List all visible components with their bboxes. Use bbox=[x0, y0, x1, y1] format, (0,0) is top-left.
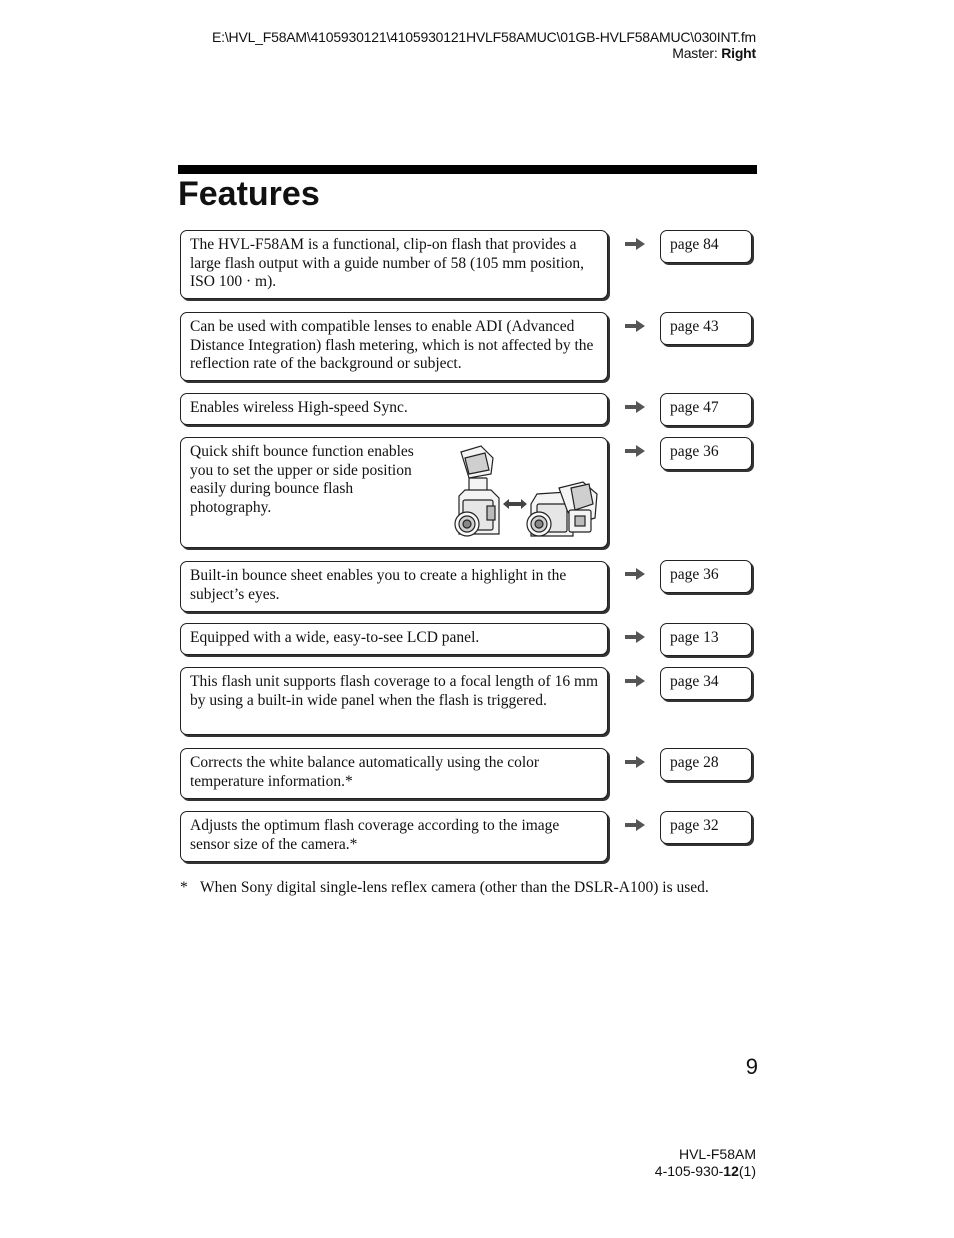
feature-text: This flash unit supports flash coverage to a focal length of 16 mm by using a built-in wide panel when the flash is triggered. bbox=[190, 673, 599, 709]
arrow-right-icon bbox=[624, 674, 646, 688]
model-name: HVL-F58AM bbox=[678, 1146, 756, 1162]
page-ref-label: page 36 bbox=[670, 566, 719, 583]
feature-text: Enables wireless High-speed Sync. bbox=[190, 399, 408, 416]
part-number-bold: 12 bbox=[723, 1163, 739, 1179]
part-number-suffix: (1) bbox=[738, 1163, 756, 1179]
feature-text: Equipped with a wide, easy-to-see LCD panel. bbox=[190, 629, 480, 646]
feature-box-quick-shift-bounce bbox=[180, 437, 608, 548]
footnote bbox=[180, 879, 709, 897]
arrow-right-icon bbox=[624, 400, 646, 414]
page-ref-13 bbox=[660, 623, 752, 656]
arrow-right-icon bbox=[624, 319, 646, 333]
title-rule bbox=[178, 165, 757, 174]
feature-text: Corrects the white balance automatically using the color temperature information.* bbox=[190, 754, 540, 790]
feature-box-white-balance bbox=[180, 748, 608, 799]
feature-box-wireless-hss bbox=[180, 393, 608, 425]
feature-box-wide-panel bbox=[180, 667, 608, 735]
part-number bbox=[655, 1163, 756, 1180]
page-ref-28 bbox=[660, 748, 752, 781]
page-ref-label: page 47 bbox=[670, 399, 719, 416]
feature-text: Adjusts the optimum flash coverage according to the image sensor size of the camera.* bbox=[190, 817, 560, 853]
arrow-right-icon bbox=[624, 755, 646, 769]
page-ref-36-sheet bbox=[660, 560, 752, 593]
page-ref-32 bbox=[660, 811, 752, 844]
page-ref-label: page 32 bbox=[670, 817, 719, 834]
footnote-text: When Sony digital single-lens reflex camera (other than the DSLR-A100) is used. bbox=[200, 879, 709, 896]
page-ref-label: page 34 bbox=[670, 673, 719, 690]
page-title: Features bbox=[178, 175, 320, 213]
feature-box-lcd-panel bbox=[180, 623, 608, 655]
master-value: Right bbox=[721, 45, 756, 61]
page-ref-47 bbox=[660, 393, 752, 426]
footer-model-info bbox=[655, 1146, 756, 1180]
page-ref-label: page 36 bbox=[670, 443, 719, 460]
footnote-mark: * bbox=[180, 879, 188, 896]
file-path-header bbox=[212, 29, 756, 61]
arrow-right-icon bbox=[624, 630, 646, 644]
feature-text: Can be used with compatible lenses to enable ADI (Advanced Distance Integration) flash metering, which is not affected by the reflection rate of the background or subject. bbox=[190, 318, 594, 372]
feature-text: Quick shift bounce function enables you to set the upper or side position easily during bounce flash photography. bbox=[190, 443, 414, 516]
file-path: E:\HVL_F58AM\4105930121\4105930121HVLF58AMUC\01GB-HVLF58AMUC\030INT.fm bbox=[212, 29, 756, 45]
page-ref-36-bounce bbox=[660, 437, 752, 470]
feature-box-bounce-sheet bbox=[180, 561, 608, 612]
camera-flash-bounce-illustration bbox=[451, 444, 601, 544]
feature-text: The HVL-F58AM is a functional, clip-on flash that provides a large flash output with a guide number of 58 (105 mm position, ISO 100 · m). bbox=[190, 236, 585, 290]
feature-box-flash-coverage bbox=[180, 811, 608, 862]
page-ref-84 bbox=[660, 230, 752, 263]
arrow-right-icon bbox=[624, 444, 646, 458]
page-number: 9 bbox=[745, 1054, 758, 1079]
page-ref-label: page 28 bbox=[670, 754, 719, 771]
page-ref-43 bbox=[660, 312, 752, 345]
master-line bbox=[212, 45, 756, 61]
feature-text: Built-in bounce sheet enables you to create a highlight in the subject’s eyes. bbox=[190, 567, 567, 603]
arrow-right-icon bbox=[624, 818, 646, 832]
feature-box-flash-output bbox=[180, 230, 608, 299]
part-number-prefix: 4-105-930- bbox=[654, 1163, 724, 1179]
arrow-right-icon bbox=[624, 237, 646, 251]
page-ref-label: page 84 bbox=[670, 236, 719, 253]
master-label: Master: bbox=[672, 45, 718, 61]
page-ref-label: page 43 bbox=[670, 318, 719, 335]
arrow-right-icon bbox=[624, 567, 646, 581]
page-ref-label: page 13 bbox=[670, 629, 719, 646]
page-ref-34 bbox=[660, 667, 752, 700]
feature-box-adi bbox=[180, 312, 608, 381]
